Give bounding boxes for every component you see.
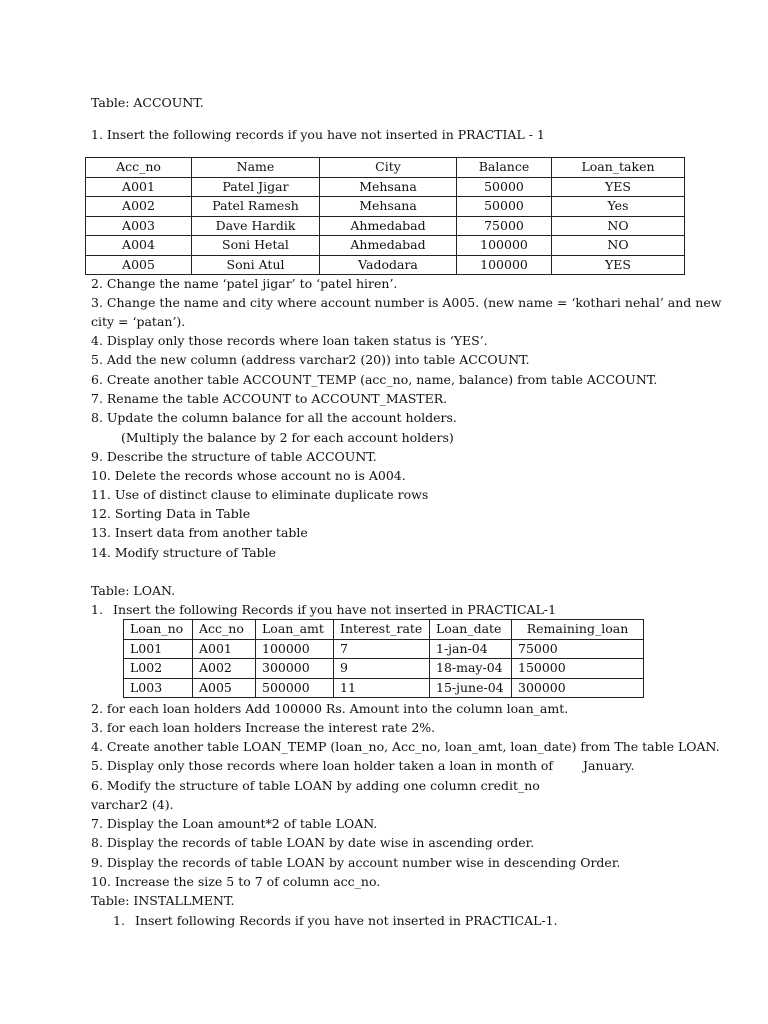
table-cell: Mehsana [320,177,457,197]
table-cell: NO [552,216,685,236]
table-row [86,177,685,197]
loan-item: 9. Display the records of table LOAN by account number wise in descending Order. [91,855,621,870]
table-cell: NO [552,236,685,256]
table-header-row [86,158,685,178]
table-cell: 11 [334,678,430,698]
loan-item: 4. Create another table LOAN_TEMP (loan_no, Acc_no, loan_amt, loan_date) from The table LOAN. [91,739,720,754]
column-header: Loan_taken [552,158,685,178]
account-item: (Multiply the balance by 2 for each account holders) [121,430,454,445]
column-header: City [320,158,457,178]
loan-intro-number: 1. [91,602,103,617]
account-item: 9. Describe the structure of table ACCOUNT. [91,449,377,464]
table-cell: YES [552,255,685,275]
installment-intro-number: 1. [113,913,125,928]
loan-item: 7. Display the Loan amount*2 of table LOAN. [91,816,378,831]
table-cell: L003 [124,678,193,698]
installment-title: Table: INSTALLMENT. [91,893,235,908]
loan-item: 2. for each loan holders Add 100000 Rs. Amount into the column loan_amt. [91,701,569,716]
table-cell: 300000 [512,678,644,698]
table-cell: 75000 [457,216,552,236]
account-item: 4. Display only those records where loan taken status is ‘YES’. [91,333,488,348]
loan-item-tail: January. [583,758,635,773]
column-header: Loan_amt [256,620,334,640]
column-header: Balance [457,158,552,178]
account-item: 7. Rename the table ACCOUNT to ACCOUNT_MASTER. [91,391,448,406]
table-cell: 300000 [256,659,334,679]
account-item: 5. Add the new column (address varchar2 (20)) into table ACCOUNT. [91,352,530,367]
installment-intro: Insert following Records if you have not inserted in PRACTICAL-1. [135,913,558,928]
loan-table [123,619,644,698]
loan-item: 6. Modify the structure of table LOAN by adding one column credit_no [91,778,540,793]
table-cell: 75000 [512,639,644,659]
table-cell: A001 [193,639,256,659]
table-cell: 50000 [457,197,552,217]
table-cell: 50000 [457,177,552,197]
table-cell: A005 [193,678,256,698]
table-row [86,197,685,217]
table-cell: Dave Hardik [192,216,320,236]
loan-item: 8. Display the records of table LOAN by date wise in ascending order. [91,835,535,850]
account-item: 10. Delete the records whose account no is A004. [91,468,406,483]
column-header: Interest_rate [334,620,430,640]
account-item: 8. Update the column balance for all the account holders. [91,410,457,425]
loan-item: 10. Increase the size 5 to 7 of column acc_no. [91,874,381,889]
account-item: 3. Change the name and city where account number is A005. (new name = ‘kothari nehal’ and new [91,295,722,310]
table-cell: Patel Ramesh [192,197,320,217]
table-row [86,216,685,236]
table-cell: 100000 [256,639,334,659]
table-cell: A002 [193,659,256,679]
account-item: 12. Sorting Data in Table [91,506,251,521]
table-cell: Vadodara [320,255,457,275]
table-cell: A003 [86,216,192,236]
account-item: 11. Use of distinct clause to eliminate duplicate rows [91,487,429,502]
account-item: 2. Change the name ‘patel jigar’ to ‘patel hiren’. [91,276,398,291]
loan-item: varchar2 (4). [91,797,174,812]
table-cell: Mehsana [320,197,457,217]
table-cell: Soni Hetal [192,236,320,256]
account-item: 13. Insert data from another table [91,525,308,540]
table-cell: 100000 [457,236,552,256]
table-cell: Yes [552,197,685,217]
column-header: Remaining_loan [512,620,644,640]
column-header: Loan_date [430,620,512,640]
table-cell: Patel Jigar [192,177,320,197]
table-row [124,639,644,659]
table-cell: L002 [124,659,193,679]
table-cell: 150000 [512,659,644,679]
account-item: city = ‘patan’). [91,314,186,329]
table-row [124,659,644,679]
table-cell: 500000 [256,678,334,698]
table-cell: A005 [86,255,192,275]
loan-intro: Insert the following Records if you have not inserted in PRACTICAL-1 [113,602,557,617]
table-cell: A002 [86,197,192,217]
table-cell: A004 [86,236,192,256]
table-cell: 7 [334,639,430,659]
table-cell: Ahmedabad [320,216,457,236]
table-cell: Soni Atul [192,255,320,275]
table-cell: Ahmedabad [320,236,457,256]
table-cell: 100000 [457,255,552,275]
column-header: Loan_no [124,620,193,640]
table-cell: L001 [124,639,193,659]
loan-item: 3. for each loan holders Increase the interest rate 2%. [91,720,436,735]
table-header-row [124,620,644,640]
account-item: 6. Create another table ACCOUNT_TEMP (acc_no, name, balance) from table ACCOUNT. [91,372,658,387]
table-row [124,678,644,698]
table-cell: YES [552,177,685,197]
account-item: 14. Modify structure of Table [91,545,277,560]
loan-title: Table: LOAN. [91,583,176,598]
table-cell: 18-may-04 [430,659,512,679]
table-row [86,236,685,256]
loan-item [91,756,634,775]
table-row [86,255,685,275]
table-cell: A001 [86,177,192,197]
table-cell: 15-june-04 [430,678,512,698]
account-intro: 1. Insert the following records if you have not inserted in PRACTIAL - 1 [91,127,545,142]
column-header: Acc_no [193,620,256,640]
table-cell: 1-jan-04 [430,639,512,659]
table-cell: 9 [334,659,430,679]
loan-item-text: 5. Display only those records where loan holder taken a loan in month of [91,758,554,773]
column-header: Name [192,158,320,178]
column-header: Acc_no [86,158,192,178]
account-title: Table: ACCOUNT. [91,95,204,110]
account-table [85,157,685,275]
